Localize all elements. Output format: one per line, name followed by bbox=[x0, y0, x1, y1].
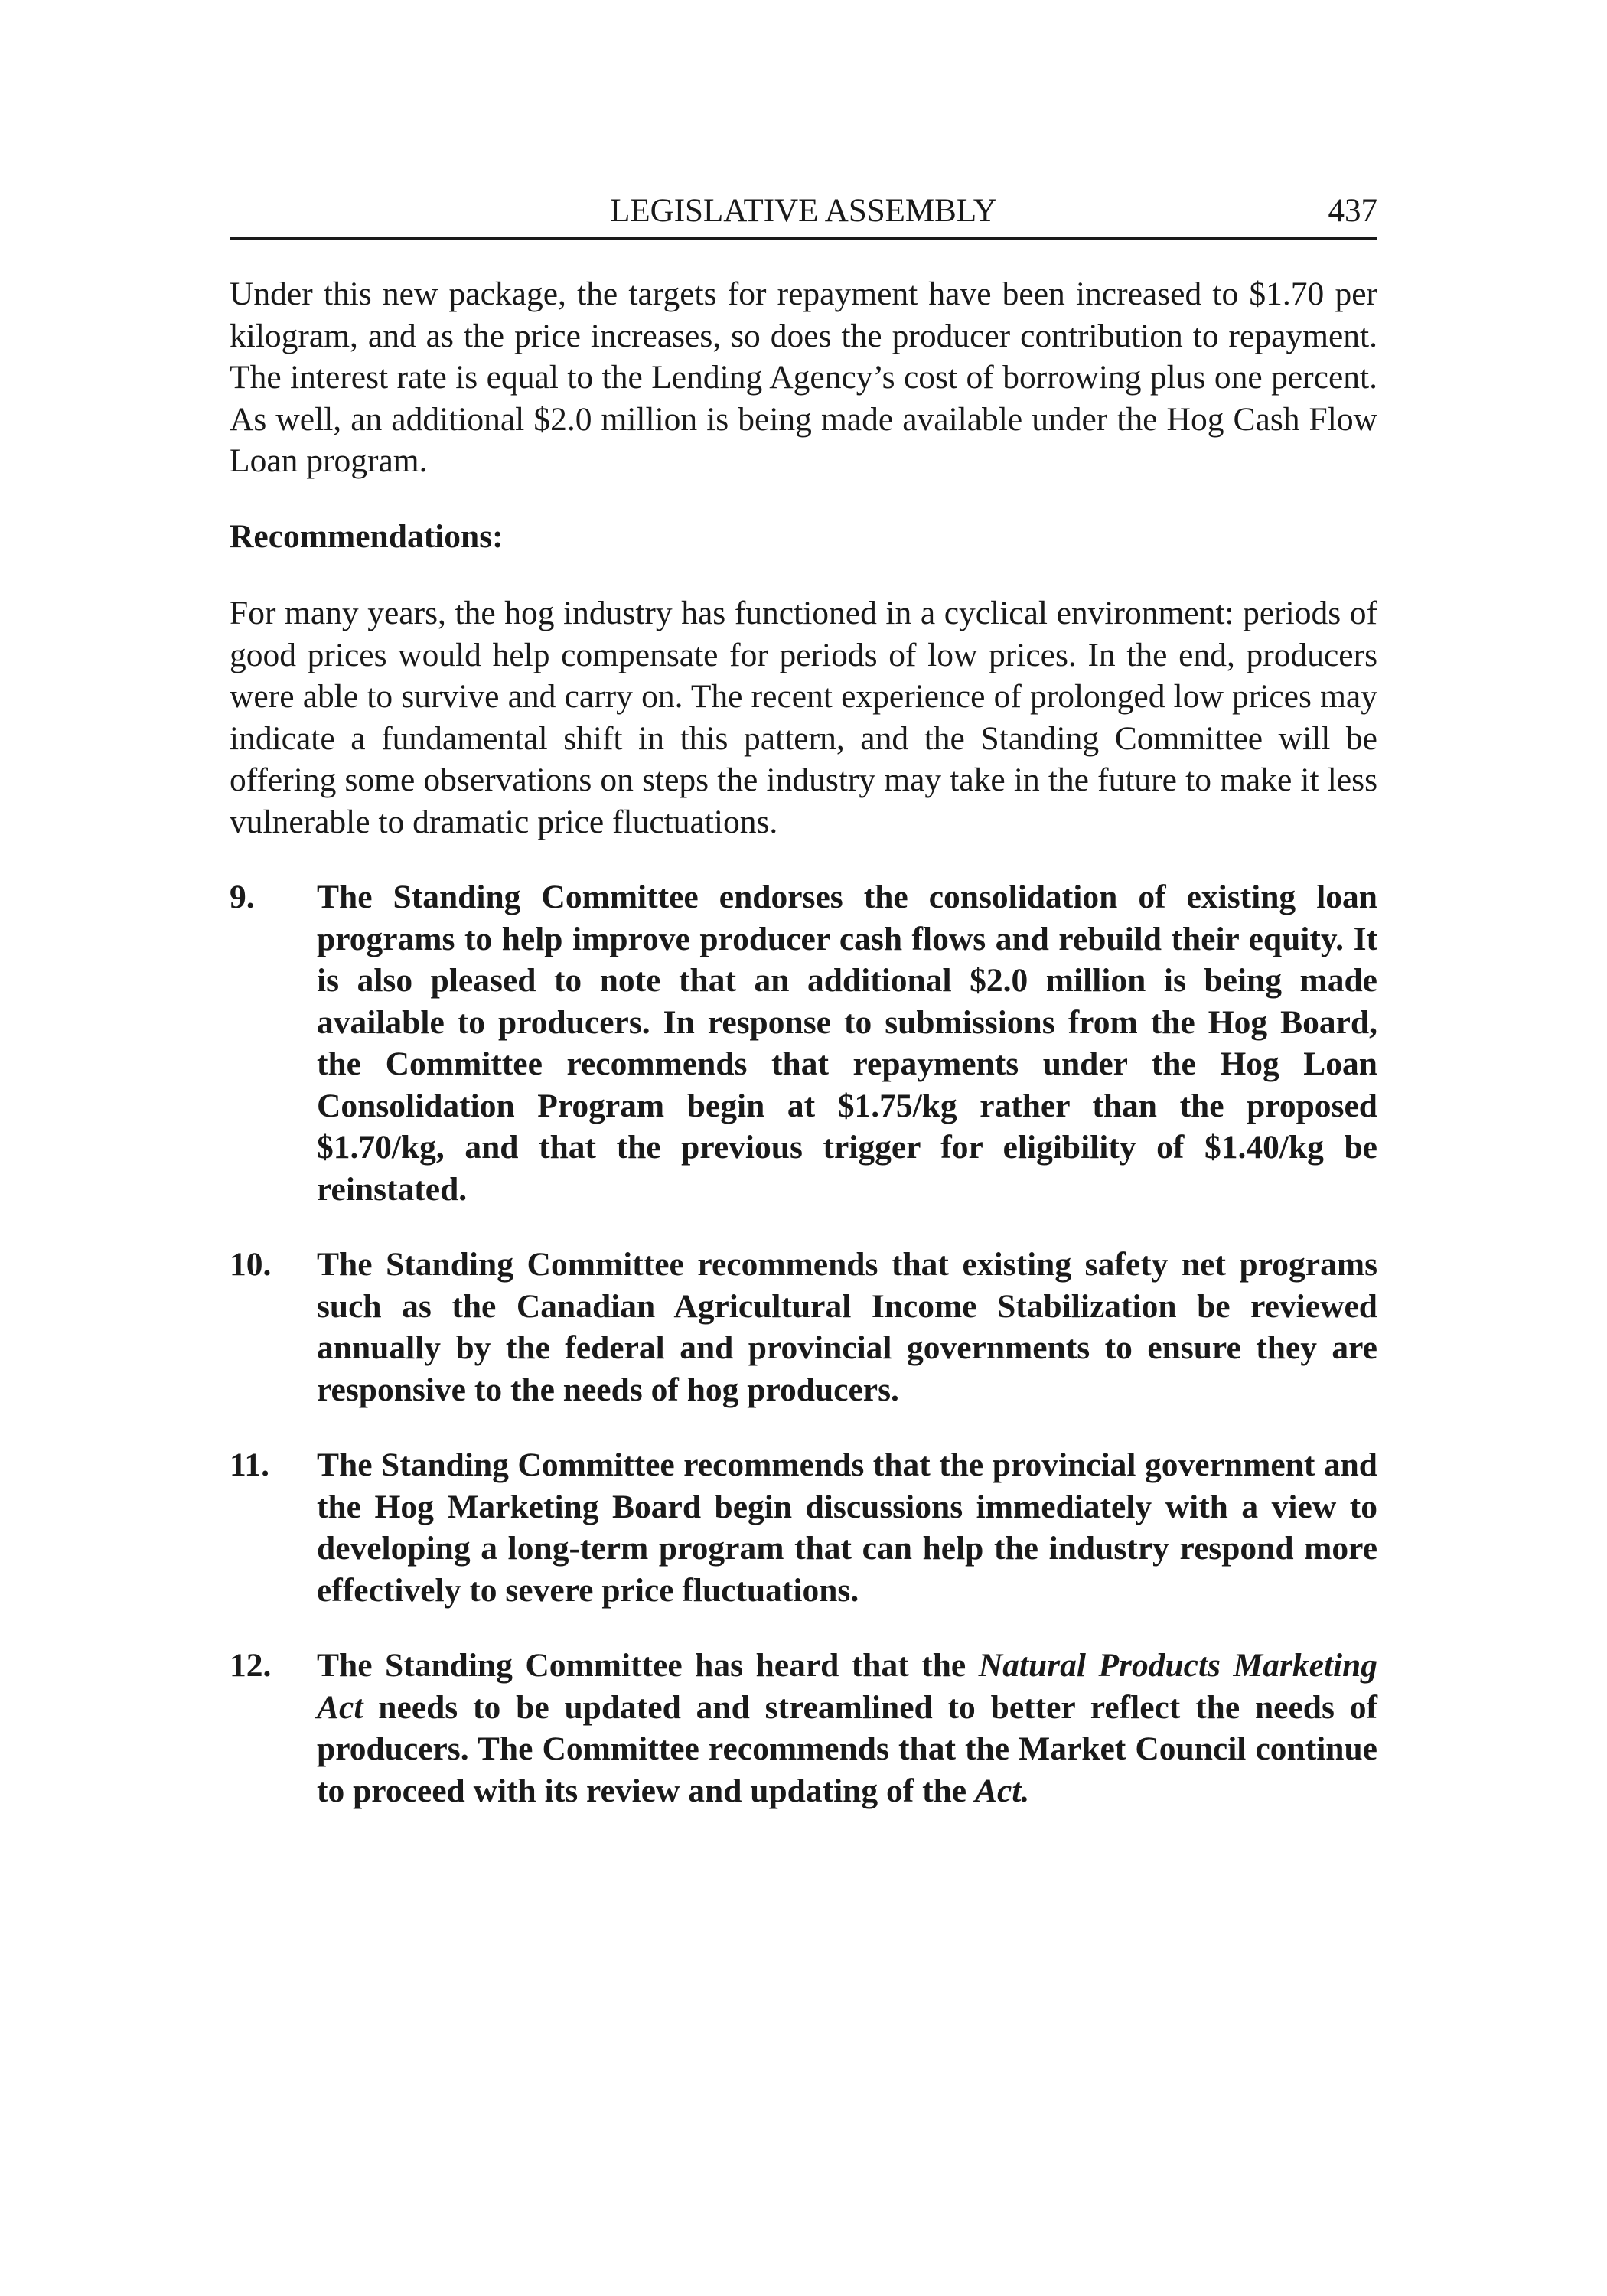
recommendation-number: 11. bbox=[230, 1446, 269, 1483]
recommendation-number: 10. bbox=[230, 1246, 272, 1283]
recommendation-item-12 bbox=[230, 1645, 1377, 1812]
recommendation-text bbox=[317, 1647, 1377, 1809]
header-title: LEGISLATIVE ASSEMBLY bbox=[610, 193, 997, 229]
recommendation-text-part: needs to be updated and streamlined to better reflect the needs of producers. The Committee recommends that the Market Council continue to proceed with its review and updating of the bbox=[317, 1688, 1377, 1809]
recommendation-item-9 bbox=[230, 876, 1377, 1210]
recommendation-text-part: The Standing Committee has heard that the bbox=[317, 1647, 979, 1684]
act-italic: Act. bbox=[974, 1772, 1030, 1809]
recommendation-text: The Standing Committee endorses the consolidation of existing loan programs to help improve producer cash flows and rebuild their equity. It is also pleased to note that an additional $2.0 million is being made available to producers. In response to submissions from the Hog Board, the Committee recommends that repayments under the Hog Loan Consolidation Program begin at $1.75/kg rather than the proposed $1.70/kg, and that the previous trigger for eligibility of $1.40/kg be reinstated. bbox=[317, 879, 1377, 1208]
page-header bbox=[230, 191, 1377, 240]
recommendation-text: The Standing Committee recommends that existing safety net programs such as the Canadian Agricultural Income Stabilization be reviewed annually by the federal and provincial governments to ensure they are responsive to the needs of hog producers. bbox=[317, 1246, 1377, 1408]
recommendation-text: The Standing Committee recommends that the provincial government and the Hog Marketing Board begin discussions immediately with a view to developing a long-term program that can help the industry respond more effectively to severe price fluctuations. bbox=[317, 1446, 1377, 1609]
intro-paragraph: Under this new package, the targets for repayment have been increased to $1.70 per kilogram, and as the price increases, so does the producer contribution to repayment. The interest rate is equal to the Lending Agency’s cost of borrowing plus one percent. As well, an additional $2.0 million is being made available under the Hog Cash Flow Loan program. bbox=[230, 276, 1377, 479]
page-number: 437 bbox=[1328, 193, 1377, 229]
recommendations-heading: Recommendations: bbox=[230, 517, 504, 555]
recommendation-number: 12. bbox=[230, 1647, 272, 1684]
document-page bbox=[230, 191, 1377, 1845]
recommendation-item-10 bbox=[230, 1244, 1377, 1411]
recommendations-list bbox=[230, 876, 1377, 1812]
recommendations-intro-paragraph: For many years, the hog industry has functioned in a cyclical environment: periods of good prices would help compensate for periods of low prices. In the end, producers were able to survive and carry on. The recent experience of prolonged low prices may indicate a fundamental shift in this pattern, and the Standing Committee will be offering some observations on steps the industry may take in the future to make it less vulnerable to dramatic price fluctuations. bbox=[230, 595, 1377, 840]
act-title-italic: Natural Products Marketing Act bbox=[317, 1647, 1377, 1726]
recommendation-number: 9. bbox=[230, 879, 255, 915]
recommendation-item-11 bbox=[230, 1444, 1377, 1611]
